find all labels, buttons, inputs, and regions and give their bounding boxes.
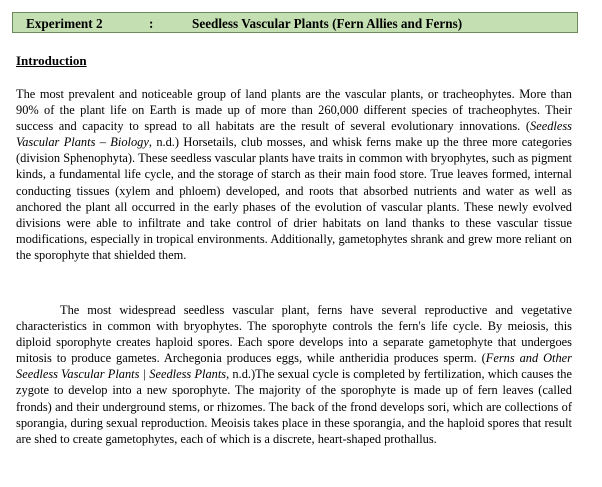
paragraph-2-text-b: , n.d.)The sexual cycle is completed by fertilization, which causes the zygote to develop into a new sporophyte. The majority of the sporophyte is made up of fern leaves (called fronds) and their underground stems, or rhizomes. The back of the frond develops sori, which are collections of sporangia, during sexual reproduction. Meoisis takes place in these sporangia, and the haploid spores that result are shed to create gametophytes, each of which is a discrete, heart-shaped prothallus.	[16, 367, 572, 446]
paragraph-2-citation: Ferns and Other Seedless Vascular Plants | Seedless Plants	[16, 351, 572, 382]
paragraph-1-text-a: The most prevalent and noticeable group of land plants are the vascular plants, or tracheophytes. More than 90% of the plant life on Earth is made up of more than 260,000 different species of tracheophytes. Their success and capacity to spread to all habitats are the result of several evolutionary innovations. (	[16, 87, 572, 134]
section-heading-introduction: Introduction	[16, 53, 87, 68]
introduction-paragraph-2	[16, 302, 572, 447]
introduction-paragraph-1	[16, 86, 572, 263]
experiment-label: Experiment 2	[26, 16, 103, 31]
paragraph-1-citation: Seedless Vascular Plants – Biology	[16, 119, 572, 150]
paragraph-2-text-a: The most widespread seedless vascular plant, ferns have several reproductive and vegetative characteristics in common with bryophytes. The sporophyte controls the fern's life cycle. By meiosis, this diploid sporophyte creates haploid spores. Each spore develops into a separate gametophyte that undergoes mitosis to produce gametes. Archegonia produces eggs, while antheridia produces sperm. (	[16, 303, 572, 366]
header-separator: :	[149, 16, 154, 31]
experiment-header-bar	[12, 12, 578, 33]
experiment-title: Seedless Vascular Plants (Fern Allies and Ferns)	[192, 16, 463, 31]
paragraph-1-text-b: , n.d.) Horsetails, club mosses, and whisk ferns make up the three more categories (division Sphenophyta). These seedless vascular plants have traits in common with bryophytes, such as pigment kinds, a fundamental life cycle, and the storage of starch as their main food store. True leaves formed, internal conducting tissues (xylem and phloem) developed, and roots that absorbed nutrients and water as well as anchored the plant all occurred in the early phases of the evolution of vascular plants. These newly evolved divisions were able to infiltrate and take control of drier habitats on land thanks to these vascular tissue modifications, especially in tropical environments. Additionally, gametophytes shrank and grew more reliant on the sporophyte that shielded them.	[16, 135, 572, 262]
